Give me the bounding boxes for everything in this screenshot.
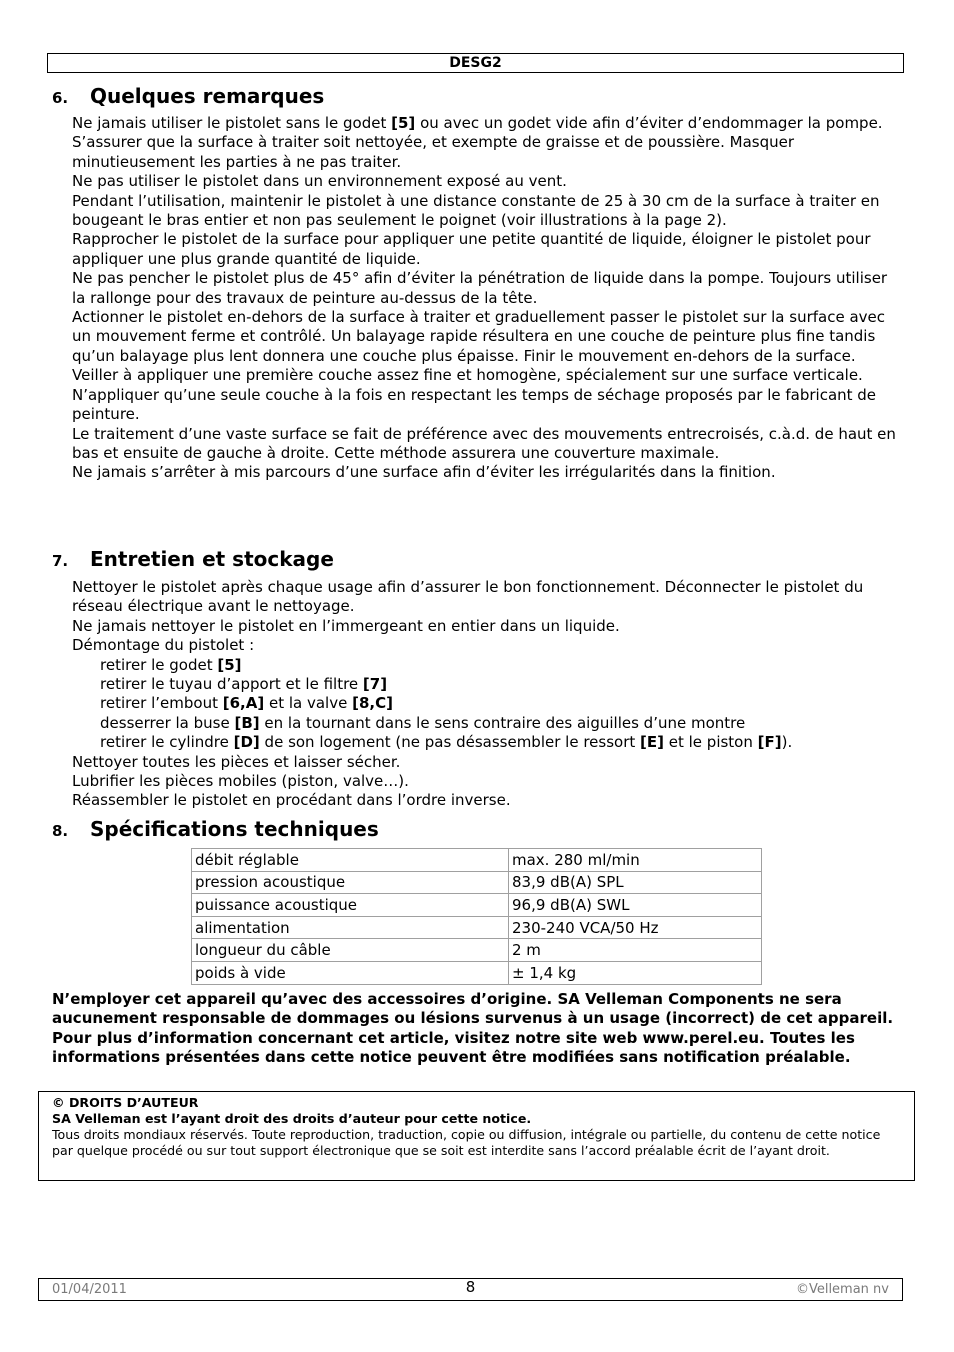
disassembly-step <box>72 694 902 713</box>
section-6-body <box>72 114 902 483</box>
paragraph: Ne jamais nettoyer le pistolet en l’immergeant en entier dans un liquide. <box>72 616 620 635</box>
spec-label: poids à vide <box>192 961 509 984</box>
text: retirer le tuyau d’apport et le filtre <box>100 675 363 694</box>
paragraph: Réassembler le pistolet en procédant dans l’ordre inverse. <box>72 791 511 810</box>
paragraph: Ne pas utiliser le pistolet dans un environnement exposé au vent. <box>72 172 567 191</box>
spec-value: 96,9 dB(A) SWL <box>509 894 762 917</box>
part-ref: [7] <box>362 675 388 694</box>
text: Ne jamais utiliser le pistolet sans le godet <box>72 114 392 132</box>
text: en la tournant dans le sens contraire des aiguilles d’une montre <box>259 713 746 732</box>
disassembly-step <box>72 675 902 694</box>
part-ref: [5] <box>391 114 416 132</box>
section-6-title: Quelques remarques <box>90 84 325 108</box>
section-8-heading <box>52 817 379 843</box>
spec-value: 2 m <box>509 939 762 962</box>
section-6-number: 6. <box>52 89 69 107</box>
part-ref: [8,C] <box>352 694 393 713</box>
text: retirer le cylindre <box>100 733 234 752</box>
text: desserrer la buse <box>100 713 235 732</box>
paragraph: Le traitement d’une vaste surface se fait de préférence avec des mouvements entrecroisés, c.à.d. de haut en bas et ensuite de gauche à droite. Cette méthode assurera une couverture maximale. <box>72 424 896 462</box>
paragraph: Pendant l’utilisation, maintenir le pistolet à une distance constante de 25 à 30 cm de la surface à traiter en bougeant le bras entier et non pas seulement le poignet (voir illustrations à la page 2). <box>72 191 880 230</box>
section-8-number: 8. <box>52 822 69 840</box>
section-6-heading <box>52 84 324 110</box>
paragraph: S’assurer que la surface à traiter soit nettoyée, et exempte de graisse et de poussière. Masquer minutieusement les parties à ne pas traiter. <box>72 133 795 171</box>
part-ref: [5] <box>217 655 242 674</box>
copyright-title: © DROITS D’AUTEUR <box>52 1095 199 1110</box>
spec-label: longueur du câble <box>192 939 509 962</box>
spec-value: 83,9 dB(A) SPL <box>509 871 762 894</box>
paragraph: Nettoyer toutes les pièces et laisser sécher. <box>72 752 401 771</box>
section-8-title: Spécifications techniques <box>90 817 379 841</box>
copyright-text: Tous droits mondiaux réservés. Toute reproduction, traduction, copie ou diffusion, intégrale ou partielle, du contenu de cette notice par quelque procédé ou sur tout support électronique que se soit est interdite sans l’accord préalable écrit de l’ayant droit. <box>52 1127 881 1158</box>
paragraph: Rapprocher le pistolet de la surface pour appliquer une petite quantité de liquide, éloigner le pistolet pour appliquer une plus grande quantité de liquide. <box>72 230 871 268</box>
page-footer <box>38 1278 903 1301</box>
spec-label: pression acoustique <box>192 871 509 894</box>
text: ). <box>781 733 793 752</box>
disassembly-step <box>72 656 902 675</box>
spec-value: ± 1,4 kg <box>509 961 762 984</box>
text: et le piston <box>663 733 758 752</box>
table-row <box>192 939 762 962</box>
text: retirer le godet <box>100 655 218 674</box>
text: ou avec un godet vide afin d’éviter d’endommager la pompe. <box>415 114 883 132</box>
part-ref: [6,A] <box>222 694 265 713</box>
table-row <box>192 849 762 872</box>
table-row <box>192 961 762 984</box>
copyright-owner: SA Velleman est l’ayant droit des droits d’auteur pour cette notice. <box>52 1111 532 1126</box>
paragraph: N’appliquer qu’une seule couche à la fois en respectant les temps de séchage proposés par le fabricant de peinture. <box>72 385 877 424</box>
section-7-title: Entretien et stockage <box>90 547 334 571</box>
section-7-number: 7. <box>52 552 69 570</box>
part-ref: [D] <box>233 733 260 752</box>
paragraph: Ne pas pencher le pistolet plus de 45° afin d’éviter la pénétration de liquide dans la pompe. Toujours utiliser la rallonge pour des travaux de peinture au-dessus de la tête. <box>72 269 888 307</box>
text: retirer l’embout <box>100 694 223 713</box>
text: de son logement (ne pas désassembler le ressort <box>259 733 641 752</box>
section-7-body <box>72 578 902 811</box>
document-model-header: DESG2 <box>47 53 904 73</box>
paragraph: Actionner le pistolet en-dehors de la surface à traiter et graduellement passer le pistolet sur la surface avec un mouvement ferme et contrôlé. Un balayage rapide résultera en une couche de peinture plus fine tandis qu’un balayage plus lent donnera une couche plus épaisse. Finir le mouvement en-dehors de la surface. <box>72 308 886 365</box>
spec-value: max. 280 ml/min <box>509 849 762 872</box>
paragraph: Lubrifier les pièces mobiles (piston, valve…). <box>72 772 409 791</box>
disassembly-step <box>72 714 902 733</box>
specifications-table <box>191 848 762 985</box>
usage-notice: N’employer cet appareil qu’avec des accessoires d’origine. SA Velleman Components ne sera aucunement responsable de dommages ou lésions survenus à un usage (incorrect) de cet appareil. Pour plus d’information concernant cet article, visitez notre site web www.perel.eu. Toutes les informations présentées dans cette notice peuvent être modifiées sans notification préalable. <box>52 990 894 1067</box>
table-row <box>192 894 762 917</box>
spec-label: alimentation <box>192 916 509 939</box>
table-row <box>192 871 762 894</box>
spec-label: débit réglable <box>192 849 509 872</box>
footer-date: 01/04/2011 <box>52 1282 127 1297</box>
paragraph: Nettoyer le pistolet après chaque usage afin d’assurer le bon fonctionnement. Déconnecter le pistolet du réseau électrique avant le nettoyage. <box>72 578 864 616</box>
copyright-box <box>38 1091 915 1181</box>
spec-value: 230-240 VCA/50 Hz <box>509 916 762 939</box>
section-7-heading <box>52 547 334 573</box>
part-ref: [F] <box>757 733 782 752</box>
paragraph: Démontage du pistolet : <box>72 636 255 655</box>
table-row <box>192 916 762 939</box>
disassembly-step <box>72 733 902 752</box>
page-number: 8 <box>465 1278 476 1296</box>
spec-label: puissance acoustique <box>192 894 509 917</box>
part-ref: [E] <box>640 733 664 752</box>
paragraph: Ne jamais s’arrêter à mis parcours d’une surface afin d’éviter les irrégularités dans la finition. <box>72 463 776 482</box>
text: et la valve <box>264 694 353 713</box>
footer-copyright: ©Velleman nv <box>795 1282 889 1297</box>
part-ref: [B] <box>234 713 260 732</box>
paragraph <box>72 114 902 133</box>
paragraph: Veiller à appliquer une première couche assez fine et homogène, spécialement sur une surface verticale. <box>72 366 863 385</box>
